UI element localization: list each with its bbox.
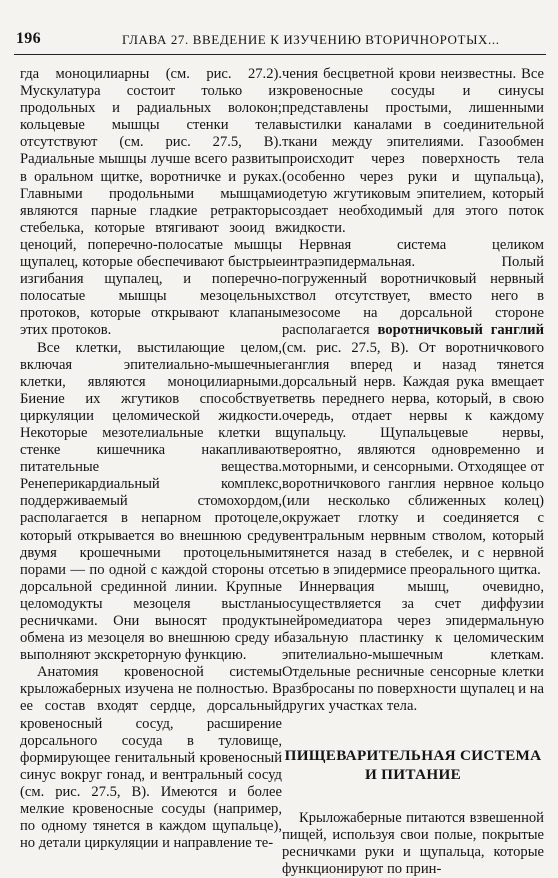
heading-line-2: И ПИТАНИЕ [364, 765, 462, 783]
nervous-text-end: (см. рис. 27.5, В). От воротничкового ганглия вперед и назад тянется дорсальный нерв. Каждая рука вмещает ветвь переднего нерва, который, в свою очередь, отдает нервы к каждому щупальцу. Щупальцевые нервы, вероятно, являются одновременно и моторными, и сенсорными. Отходящее от воротничкового ганглия нервное кольцо (или несколько сближенных колец) окружает глотку и соединяется с вентральным нервным стволом, который тянется назад в стебелек, и с нервной сетью в эпидермисе преорального щитка. [282, 339, 544, 578]
paragraph-innervation: Иннервация мышц, очевидно, осуществляется за счет диффузии нейромедиатора через эпидермальную базальную пластинку к целомическим эпителиально-мышечным клеткам. Отдельные ресничные сенсорные клетки разбросаны по поверхности щупалец и на других участках тела. [282, 578, 544, 715]
paragraph-nervous-system [282, 237, 544, 579]
term-collar-ganglion: воротничковый ганглий [377, 322, 544, 339]
paragraph-muscles: гда моноцилиарны (см. рис. 27.2). Мускулатура состоит только из продольных и радиальных волокон; кольцевые мышцы стенки тела отсутствуют (см. рис. 27.5, В). Радиальные мышцы лучше всего развиты в оральном щитке, воротничке и руках. Главными продольными мышцами являются парные гладкие ретракторы стебелька, которые втягивают зооид в ценоций, поперечно-полосатые мышцы щупалец, которые обеспечивают быстрые изгибания щупалец, и поперечно-полосатые мышцы мезоцельных протоков, которые открывают клапаны этих протоков. [20, 66, 282, 339]
section-heading-digestive [282, 746, 544, 784]
left-column [20, 66, 282, 852]
paragraph-blood-flow: чения бесцветной крови неизвестны. Все кровеносные сосуды и синусы представлены простыми, лишенными выстилки каналами в соединительной ткани между эпителиями. Газообмен происходит через поверхность тела (особенно через руки и щупальца), одетую жгутиковым эпителием, который создает необходимый для этого поток жидкости. [282, 66, 544, 236]
page-number: 196 [16, 30, 41, 47]
nervous-text-start: Нервная система целиком интраэпидермальная. Полый погруженный воротничковый нервный ствол отсутствует, вместо него в мезосоме на дорсальной стороне располагается [282, 236, 544, 339]
paragraph-circulatory: Анатомия кровеносной системы крыложаберных изучена не полностью. В ее состав входят сердце, дорсальный кровеносный сосуд, расширение дорсального сосуда в туловище, формирующее генитальный кровеносный синус вокруг гонад, и вентральный сосуд (см. рис. 27.5, В). Имеются и более мелкие кровеносные сосуды (например, по одному тянется в каждом щупальце), но детали циркуляции и направление те- [20, 664, 282, 852]
right-column [282, 66, 544, 878]
heading-line-1: ПИЩЕВАРИТЕЛЬНАЯ СИСТЕМА [284, 746, 542, 764]
running-title: ГЛАВА 27. ВВЕДЕНИЕ К ИЗУЧЕНИЮ ВТОРИЧНОРОТЫХ... [122, 32, 500, 47]
paragraph-feeding: Крыложаберные питаются взвешенной пищей, используя свои полые, покрытые ресничками руки и щупальца, которые функционируют по прин- [282, 809, 544, 877]
paragraph-coelom: Все клетки, выстилающие целом, включая эпителиально-мышечные клетки, являются моноцилиарными. Биение их жгутиков способствует циркуляции целомической жидкости. Некоторые мезотелиальные клетки в стенке кишечника накапливают питательные вещества. Ренеперикардиальный комплекс, поддерживаемый стомохордом, располагается в непарном протоцеле, который открывается во внешнюю среду двумя крошечными протоцельными порами — по одной с каждой стороны от дорсальной срединной линии. Крупные целомодукты мезоцеля выстланы ресничками. Они выносят продукты обмена из мезоцеля во внешнюю среду и выполняют экскреторную функцию. [20, 339, 282, 664]
page-header [14, 30, 546, 55]
